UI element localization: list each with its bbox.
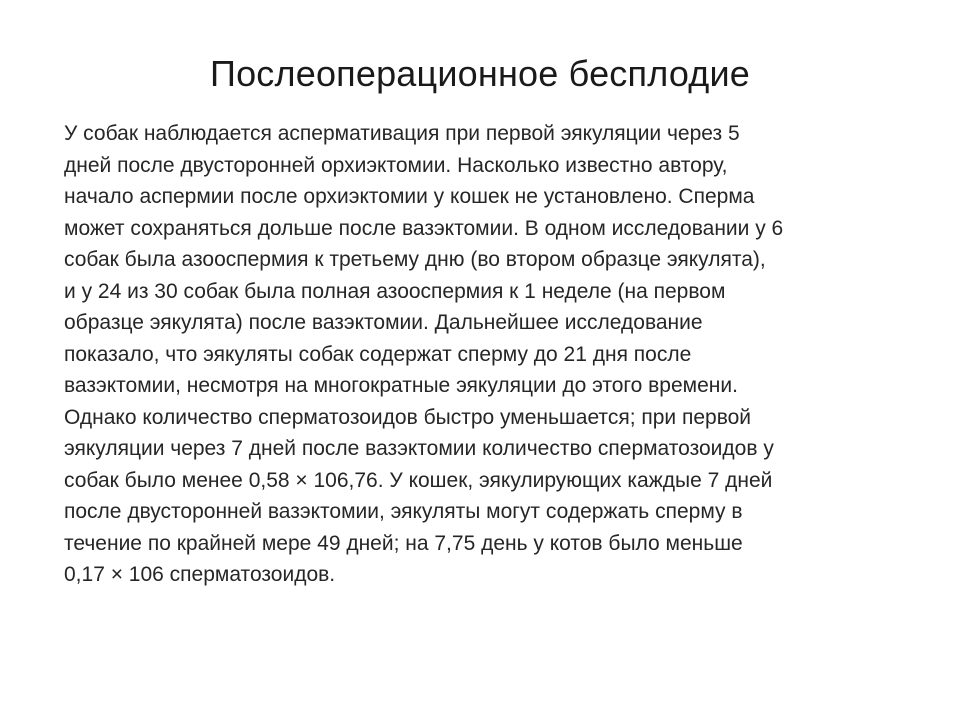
body-line: У собак наблюдается аспермативация при первой эякуляции через 5 (64, 122, 740, 145)
body-line: и у 24 из 30 собак была полная азооспермия к 1 неделе (на первом (64, 279, 726, 303)
body-line: показало, что эякуляты собак содержат сперму до 21 дня после (64, 342, 692, 366)
body-line: вазэктомии, несмотря на многократные эякуляции до этого времени. (64, 374, 738, 397)
body-line: начало аспермии после орхиэктомии у кошек не установлено. Сперма (64, 185, 755, 208)
body-line: собак была азооспермия к третьему дню (во втором образце эякулята), (64, 248, 766, 271)
body-line: образце эякулята) после вазэктомии. Дальнейшее исследование (64, 311, 703, 334)
body-line: после двусторонней вазэктомии, эякуляты могут содержать сперму в (64, 500, 743, 523)
body-line: может сохраняться дольше после вазэктомии. В одном исследовании у 6 (64, 216, 784, 240)
body-line: течение по крайней мере 49 дней; на 7,75 день у котов было меньше (64, 531, 743, 555)
slide-title: Послеоперационное бесплодие (210, 53, 750, 94)
body-line: собак было менее 0,58 × 106,76. У кошек, эякулирующих каждые 7 дней (64, 468, 773, 492)
body-line: 0,17 × 106 сперматозоидов. (64, 563, 336, 586)
body-line: эякуляции через 7 дней после вазэктомии количество сперматозоидов у (64, 437, 774, 460)
body-line: дней после двусторонней орхиэктомии. Насколько известно автору, (64, 153, 728, 177)
body-line: Однако количество сперматозоидов быстро уменьшается; при первой (64, 405, 752, 429)
slide-body-text (64, 118, 904, 591)
